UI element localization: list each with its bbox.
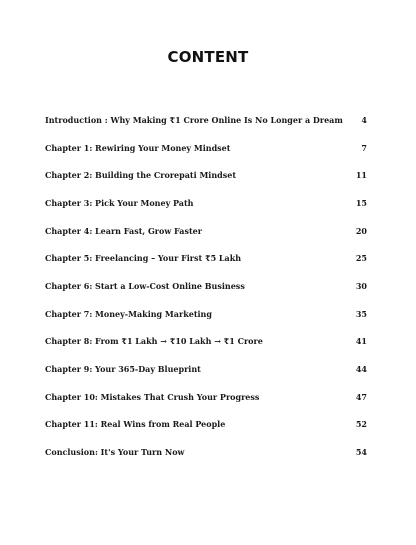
toc-entry-page-number: 25 [355,253,367,264]
toc-entry-chapter-1 [45,134,367,162]
toc-entry-chapter-10 [45,383,367,411]
toc-entry-label: Chapter 3: Pick Your Money Path [45,197,194,208]
toc-entry-chapter-3 [45,189,367,217]
toc-entry-page-number: 44 [355,364,367,375]
toc-entry-chapter-2 [45,161,367,189]
toc-entry-label: Chapter 10: Mistakes That Crush Your Progress [45,391,260,402]
toc-entry-page-number: 15 [355,197,367,208]
toc-entry-page-number: 52 [355,419,367,430]
toc-entry-chapter-4 [45,217,367,245]
toc-entry-label: Chapter 6: Start a Low-Cost Online Business [45,280,245,291]
toc-entry-chapter-9 [45,355,367,383]
toc-entry-label: Chapter 2: Building the Crorepati Mindset [45,170,237,181]
toc-entry-label: Chapter 5: Freelancing – Your First ₹5 Lakh [45,253,242,264]
toc-entry-page-number: 4 [361,114,367,125]
toc-entry-page-number: 41 [355,336,367,347]
toc-entry-page-number: 47 [355,391,367,402]
toc-entry-label: Chapter 4: Learn Fast, Grow Faster [45,225,202,236]
table-of-contents [45,106,367,466]
toc-entry-label: Chapter 1: Rewiring Your Money Mindset [45,142,231,153]
toc-entry-conclusion [45,438,367,466]
toc-entry-chapter-6 [45,272,367,300]
toc-entry-label: Chapter 7: Money-Making Marketing [45,308,212,319]
toc-entry-page-number: 30 [355,280,367,291]
toc-entry-chapter-11 [45,411,367,439]
toc-entry-chapter-8 [45,328,367,356]
toc-entry-introduction [45,106,367,134]
toc-entry-page-number: 7 [361,142,367,153]
toc-entry-label: Chapter 11: Real Wins from Real People [45,419,226,430]
toc-entry-label: Introduction : Why Making ₹1 Crore Online Is No Longer a Dream [45,114,343,125]
toc-entry-label: Chapter 8: From ₹1 Lakh → ₹10 Lakh → ₹1 Crore [45,336,263,347]
toc-entry-chapter-7 [45,300,367,328]
toc-entry-page-number: 20 [355,225,367,236]
page-title: CONTENT [167,48,249,66]
toc-entry-page-number: 35 [355,308,367,319]
toc-entry-page-number: 54 [355,447,367,458]
toc-entry-label: Chapter 9: Your 365-Day Blueprint [45,364,201,375]
toc-entry-label: Conclusion: It's Your Turn Now [45,447,185,458]
toc-entry-page-number: 11 [355,170,367,181]
toc-entry-chapter-5 [45,244,367,272]
